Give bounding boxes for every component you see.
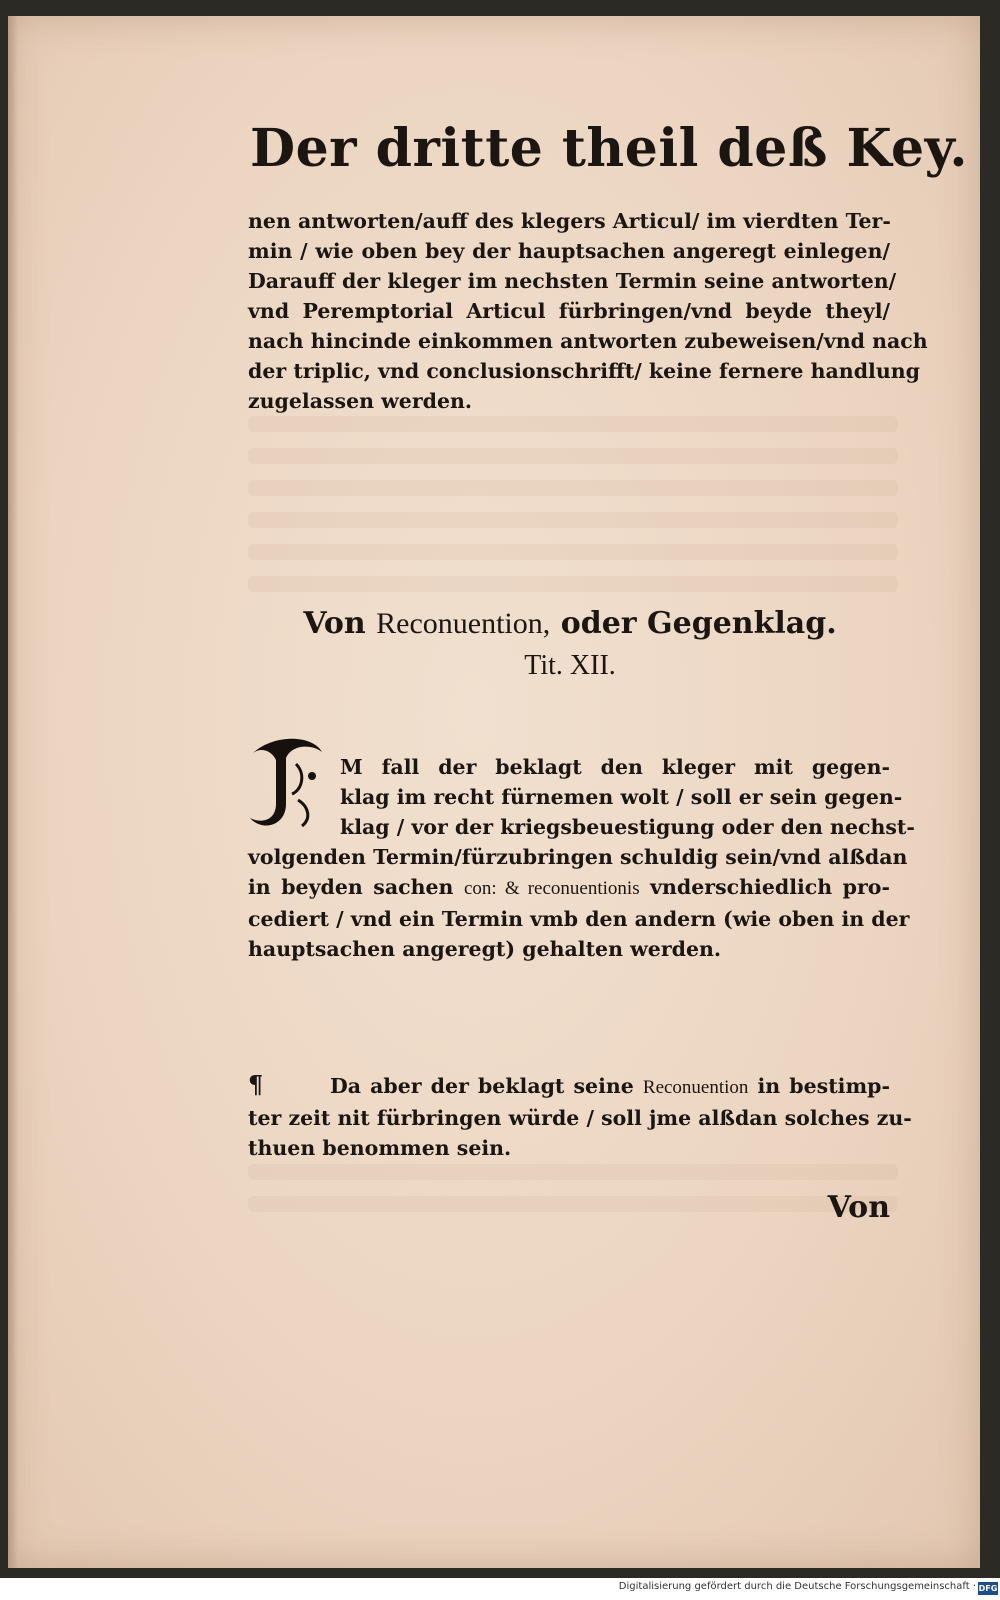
text-line: ter zeit nit fürbringen würde / soll jme alßdan solches zu-	[248, 1106, 912, 1130]
main-paragraph	[248, 752, 915, 964]
show-through-line	[248, 416, 898, 432]
running-head: Der dritte theil deß Key.	[250, 118, 968, 179]
second-paragraph	[248, 1070, 912, 1163]
show-through-line	[248, 480, 898, 496]
text-segment: vnderschiedlich pro-	[639, 875, 890, 899]
pilcrow-mark: ¶	[248, 1070, 264, 1099]
heading-part: oder Gegenklag.	[550, 606, 837, 641]
text-line: nen antworten/auff des klegers Articul/ im vierdten Ter-	[248, 209, 891, 233]
roman-term: Reconuention	[642, 1077, 749, 1098]
heading-part: Von	[303, 606, 377, 641]
catchword: Von	[827, 1190, 890, 1225]
continued-paragraph	[248, 206, 928, 416]
funding-credit: Digitalisierung gefördert durch die Deutsche Forschungsgemeinschaft ·	[618, 1581, 976, 1592]
text-line: min / wie oben bey der hauptsachen angeregt einlegen/	[248, 239, 890, 263]
show-through-line	[248, 512, 898, 528]
text-line: cediert / vnd ein Termin vmb den andern (wie oben in der	[248, 907, 910, 931]
text-line: vnd Peremptorial Articul fürbringen/vnd beyde theyl/	[248, 299, 890, 323]
section-number: Tit. XII.	[524, 650, 616, 681]
text-line: Darauff der kleger im nechsten Termin seine antworten/	[248, 269, 897, 293]
show-through-line	[248, 448, 898, 464]
text-line	[248, 872, 890, 904]
show-through-line	[248, 544, 898, 560]
heading-roman-part: Reconuention,	[376, 607, 551, 640]
text-segment: Da aber der beklagt seine	[330, 1074, 643, 1098]
text-line: nach hincinde einkommen antworten zubeweisen/vnd nach	[248, 329, 928, 353]
text-line: volgenden Termin/fürzubringen schuldig sein/vnd alßdan	[248, 845, 908, 869]
text-segment: in bestimp-	[748, 1074, 890, 1098]
text-line: klag / vor der kriegsbeuestigung oder den nechst-	[340, 815, 915, 839]
digitization-footer	[0, 1578, 1000, 1600]
section-heading	[250, 606, 890, 641]
page-gutter-shadow	[8, 16, 18, 1568]
text-line: klag im recht fürnemen wolt / soll er sein gegen-	[340, 785, 903, 809]
text-line: hauptsachen angeregt) gehalten werden.	[248, 937, 722, 961]
text-segment: in beyden sachen	[248, 875, 464, 899]
text-line	[248, 1070, 890, 1103]
show-through-line	[248, 1164, 898, 1180]
dfg-logo: DFG	[978, 1584, 998, 1593]
text-line: zugelassen werden.	[248, 389, 473, 413]
text-line: thuen benommen sein.	[248, 1136, 512, 1160]
text-line: M fall der beklagt den kleger mit gegen-	[340, 755, 890, 779]
text-line: der triplic, vnd conclusionschrifft/ keine fernere handlung	[248, 359, 920, 383]
latin-term: con: & reconuentionis	[463, 878, 640, 899]
show-through-line	[248, 576, 898, 592]
